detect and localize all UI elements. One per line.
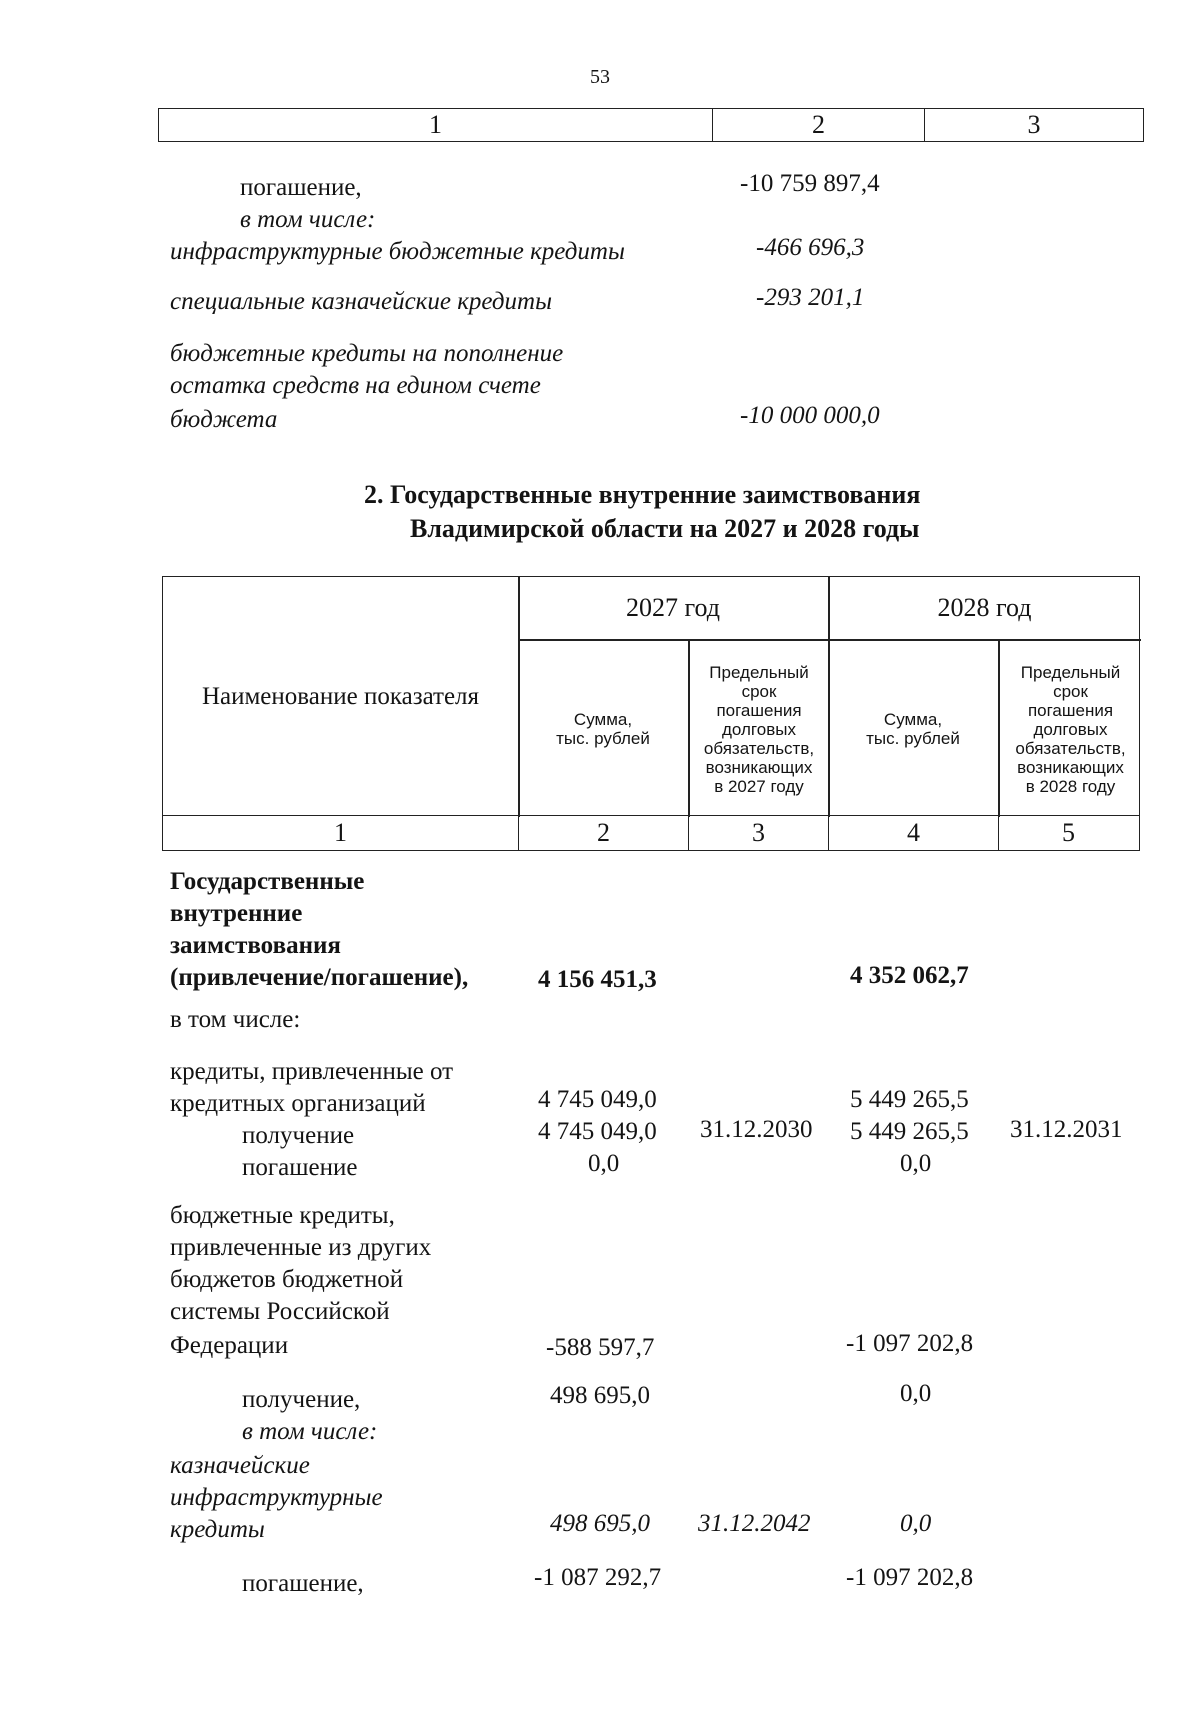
section-title-line2: Владимирской области на 2027 и 2028 годы (410, 514, 920, 543)
special-credits-label: специальные казначейские кредиты (170, 288, 553, 315)
col-number-4: 4 (829, 816, 999, 850)
treasury-2027: 498 695,0 (550, 1510, 650, 1537)
repay-2028: 0,0 (900, 1150, 932, 1177)
budget-credits-2027: -588 597,7 (546, 1334, 655, 1361)
treasury-2028: 0,0 (900, 1510, 932, 1537)
column-numbers-row (162, 815, 1140, 851)
budget-credits-body-line1: бюджетные кредиты, (170, 1202, 395, 1229)
col-header-2: 2 (713, 109, 925, 141)
credit-orgs-line2: кредитных организаций (170, 1090, 426, 1117)
col-number-2: 2 (519, 816, 689, 850)
receive-2028: 5 449 265,5 (850, 1118, 969, 1145)
col-header-3: 3 (1027, 110, 1041, 139)
indicator-name-header: Наименование показателя (201, 683, 480, 710)
gov-borrowings-line4: (привлечение/погашение), (170, 964, 469, 991)
treasury-line3: кредиты (170, 1516, 265, 1543)
treasury-line2: инфраструктурные (170, 1484, 383, 1511)
receive-term-2028: 31.12.2031 (1010, 1116, 1123, 1143)
gov-borrowings-2028: 4 352 062,7 (850, 962, 969, 989)
infra-credits-label: инфраструктурные бюджетные кредиты (170, 238, 625, 265)
borrowings-table-header (162, 576, 1140, 816)
col-number-5: 5 (1062, 818, 1075, 847)
year-2028-header: 2028 год (937, 593, 1032, 622)
term-2028-header: Предельный срок погашения долговых обязательств, возникающих в 2028 году (1015, 662, 1126, 796)
col-number-3: 3 (689, 816, 829, 850)
budget-credits-body-line5: Федерации (170, 1332, 289, 1359)
budget-credits-value: -10 000 000,0 (740, 402, 880, 429)
credit-orgs-2028: 5 449 265,5 (850, 1086, 969, 1113)
sum-2028-header: Сумма, тыс. рублей (866, 710, 960, 748)
continuation-table-header (158, 108, 1144, 142)
repay-2027: 0,0 (588, 1150, 620, 1177)
budget-credits-2028: -1 097 202,8 (846, 1330, 974, 1357)
gov-borrowings-line3: заимствования (170, 932, 341, 959)
bk-receive-2027: 498 695,0 (550, 1382, 650, 1409)
receive-term-2027: 31.12.2030 (700, 1116, 813, 1143)
treasury-line1: казначейские (170, 1452, 310, 1479)
budget-credits-body-line3: бюджетов бюджетной (170, 1266, 404, 1293)
year-2027-header: 2027 год (626, 593, 720, 622)
gov-borrowings-line2: внутренние (170, 900, 303, 927)
budget-credits-body-line2: привлеченные из других (170, 1234, 432, 1261)
including-label: в том числе: (240, 206, 376, 233)
sum-2027-header: Сумма, тыс. рублей (556, 710, 650, 748)
infra-credits-value: -466 696,3 (756, 234, 865, 261)
page-number: 53 (590, 66, 610, 88)
bk-receive-2028: 0,0 (900, 1380, 932, 1407)
term-2027-header: Предельный срок погашения долговых обязательств, возникающих в 2027 году (703, 662, 815, 796)
credit-orgs-2027: 4 745 049,0 (538, 1086, 657, 1113)
budget-credits-body-line4: системы Российской (170, 1298, 390, 1325)
bk-repay-label: погашение, (242, 1570, 364, 1597)
repayment-label: погашение, (240, 174, 362, 201)
credit-orgs-line1: кредиты, привлеченные от (170, 1058, 454, 1085)
budget-credits-line2: остатка средств на едином счете (170, 372, 541, 399)
col-header-1: 1 (159, 109, 713, 141)
bk-including-label: в том числе: (242, 1418, 378, 1445)
bk-receive-label: получение, (242, 1386, 361, 1413)
gov-borrowings-line1: Государственные (170, 868, 365, 895)
receive-label: получение (242, 1122, 355, 1149)
including-label-2: в том числе: (170, 1006, 301, 1033)
budget-credits-line3: бюджета (170, 406, 278, 433)
receive-2027: 4 745 049,0 (538, 1118, 657, 1145)
gov-borrowings-2027: 4 156 451,3 (538, 966, 657, 993)
treasury-term: 31.12.2042 (698, 1510, 811, 1537)
repayment-value: -10 759 897,4 (740, 170, 880, 197)
section-title-line1: 2. Государственные внутренние заимствования (364, 480, 921, 509)
bk-repay-2028: -1 097 202,8 (846, 1564, 974, 1591)
repay-label: погашение (242, 1154, 358, 1181)
budget-credits-line1: бюджетные кредиты на пополнение (170, 340, 564, 367)
col-number-1: 1 (163, 816, 519, 850)
bk-repay-2027: -1 087 292,7 (534, 1564, 662, 1591)
special-credits-value: -293 201,1 (756, 284, 865, 311)
